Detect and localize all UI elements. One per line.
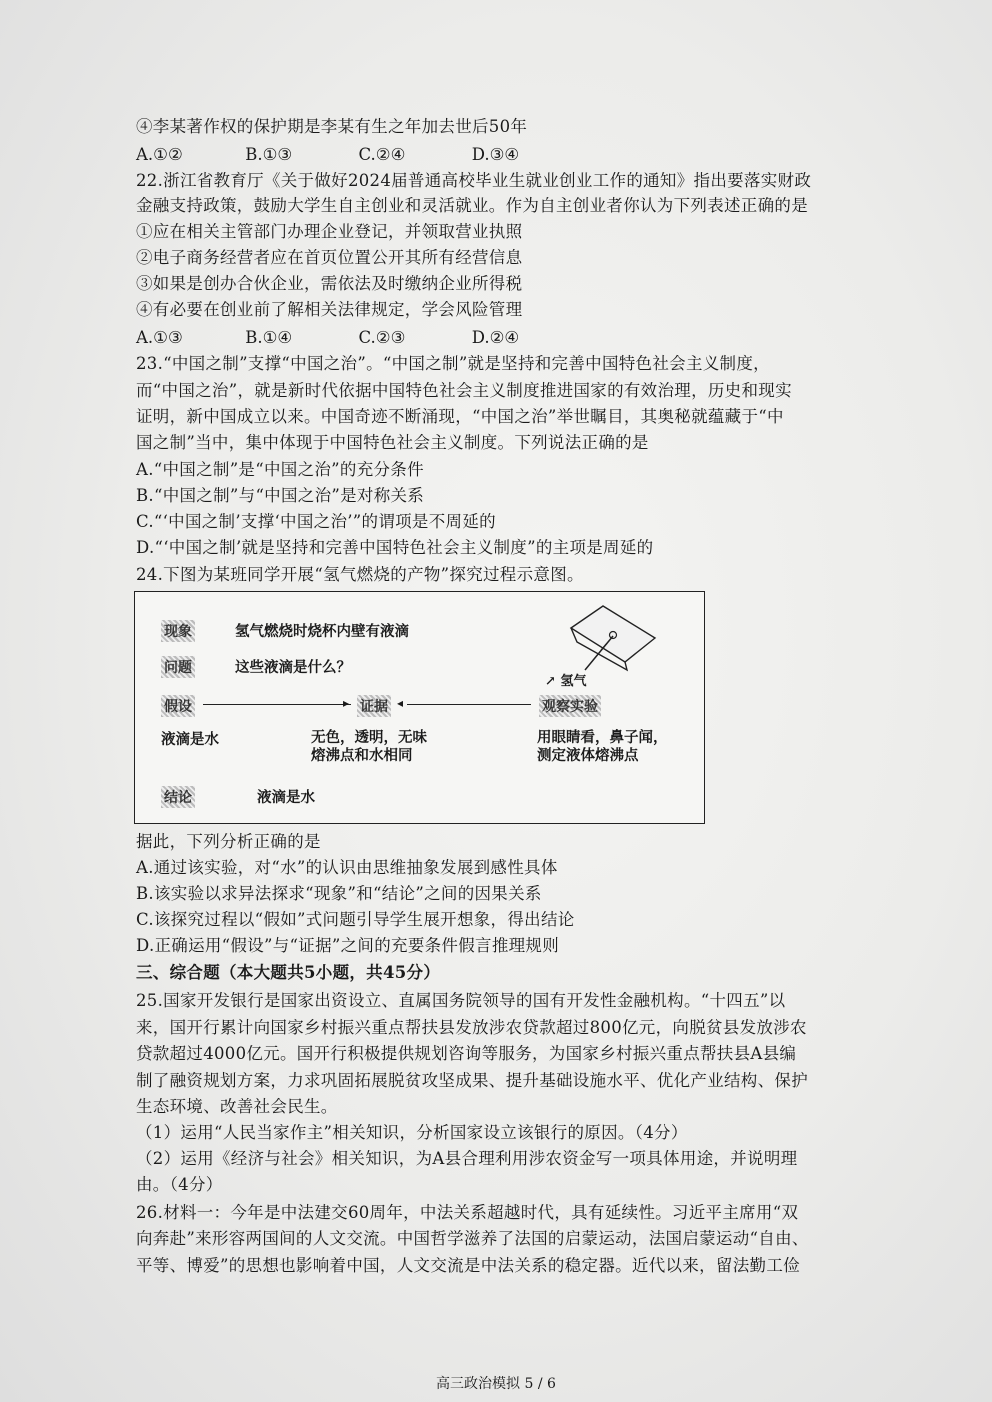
q25-stem-line-5: 生态环境、改善社会民生。 [136, 1097, 338, 1116]
q25-stem-line-4: 制了融资规划方案，力求巩固拓展脱贫攻坚成果、提升基础设施水平、优化产业结构、保护 [136, 1071, 808, 1090]
q21-option-c: C.②④ [358, 145, 406, 164]
q23-stem-line-3: 证明，新中国成立以来。中国奇迹不断涌现，“中国之治”举世瞩目，其奥秘就蕴藏于“中 [136, 407, 784, 426]
section-3-title: 三、综合题（本大题共5小题，共45分） [136, 963, 441, 982]
q22-item-3: ③如果是创办合伙企业，需依法及时缴纳企业所得税 [136, 274, 523, 293]
q22-option-c: C.②③ [358, 328, 406, 347]
q23-stem-line-1: 23.“中国之制”支撑“中国之治”。“中国之制”就是坚持和完善中国特色社会主义制度， [136, 354, 770, 373]
q23-choice-d: D.“‘中国之制’就是坚持和完善中国特色社会主义制度”的主项是周延的 [136, 538, 654, 557]
q21-options [136, 145, 519, 164]
q22-item-2: ②电子商务经营者应在首页位置公开其所有经营信息 [136, 248, 523, 267]
q24-lead: 据此，下列分析正确的是 [136, 832, 321, 851]
q22-option-d: D.②④ [471, 328, 520, 347]
page-footer: 高三政治模拟 5 / 6 [436, 1376, 556, 1392]
hydrogen-gas-label [545, 670, 586, 689]
q22-item-4: ④有必要在创业前了解相关法律规定，学会风险管理 [136, 300, 523, 319]
diagram-experiment-line-1: 用眼睛看，鼻子闻， [537, 729, 668, 746]
q22-stem-line-1: 22.浙江省教育厅《关于做好2024届普通高校毕业生就业创业工作的通知》指出要落实财政 [136, 171, 812, 190]
diagram-label-experiment: 观察实验 [539, 695, 601, 717]
diagram-phenomenon-text: 氢气燃烧时烧杯内壁有液滴 [235, 623, 409, 640]
arrow-evidence-experiment [407, 704, 531, 705]
q25-sub-question-2-line-1: （2）运用《经济与社会》相关知识，为A县合理利用涉农资金写一项具体用途，并说明理 [136, 1149, 798, 1168]
q26-stem-line-1: 26.材料一：今年是中法建交60周年，中法关系超越时代，具有延续性。习近平主席用“双 [136, 1203, 799, 1222]
q23-stem-line-4: 国之制”当中，集中体现于中国特色社会主义制度。下列说法正确的是 [136, 433, 649, 452]
q21-option-b: B.①③ [245, 145, 293, 164]
arrow-left-icon: ◂ [397, 696, 404, 710]
q22-option-a: A.①③ [136, 328, 183, 347]
q24-choice-a: A.通过该实验，对“水”的认识由思维抽象发展到感性具体 [136, 858, 558, 877]
q25-sub-question-2-line-2: 由。（4分） [136, 1175, 223, 1194]
q22-option-b: B.①④ [245, 328, 293, 347]
diagram-label-conclusion: 结论 [161, 786, 195, 808]
q21-item-4: ④李某著作权的保护期是李某有生之年加去世后50年 [136, 117, 528, 136]
q24-stem: 24.下图为某班同学开展“氢气燃烧的产物”探究过程示意图。 [136, 565, 584, 584]
q23-stem-line-2: 而“中国之治”，就是新时代依据中国特色社会主义制度推进国家的有效治理，历史和现实 [136, 381, 792, 400]
q21-option-a: A.①② [136, 145, 183, 164]
diagram-experiment-line-2: 测定液体熔沸点 [537, 747, 639, 764]
q23-choice-c: C.“‘中国之制’支撑‘中国之治’”的谓项是不周延的 [136, 512, 496, 531]
diagram-label-hypothesis: 假设 [161, 695, 195, 717]
diagram-evidence-line-2: 熔沸点和水相同 [311, 747, 413, 764]
q22-options [136, 328, 519, 347]
q24-choice-b: B.该实验以求异法探求“现象”和“结论”之间的因果关系 [136, 884, 542, 903]
q26-stem-line-2: 向奔赴”来形容两国间的人文交流。中国哲学滋养了法国的启蒙运动，法国启蒙运动“自由、 [136, 1229, 809, 1248]
q24-choice-d: D.正确运用“假设”与“证据”之间的充要条件假言推理规则 [136, 936, 560, 955]
q25-stem-line-2: 来，国开行累计向国家乡村振兴重点帮扶县发放涉农贷款超过800亿元，向脱贫县发放涉农 [136, 1018, 807, 1037]
arrow-right-icon: ▸ [343, 696, 350, 710]
q24-choice-c: C.该探究过程以“假如”式问题引导学生展开想象，得出结论 [136, 910, 575, 929]
diagram-label-phenomenon: 现象 [161, 620, 195, 642]
diagram-label-evidence: 证据 [357, 695, 391, 717]
q22-stem-line-2: 金融支持政策，鼓励大学生自主创业和灵活就业。作为自主创业者你认为下列表述正确的是 [136, 196, 808, 215]
diagram-question-text: 这些液滴是什么？ [235, 659, 351, 676]
diagram-evidence-line-1: 无色，透明，无味 [311, 729, 427, 746]
q24-diagram [134, 591, 705, 824]
arrow-hypothesis-evidence [203, 704, 351, 705]
q25-stem-line-1: 25.国家开发银行是国家出资设立、直属国务院领导的国有开发性金融机构。“十四五”以 [136, 991, 786, 1010]
q25-sub-question-1: （1）运用“人民当家作主”相关知识，分析国家设立该银行的原因。（4分） [136, 1123, 688, 1142]
hydrogen-gas-text: 氢气 [560, 674, 587, 689]
diagram-hypothesis-text: 液滴是水 [161, 731, 219, 748]
q23-choice-b: B.“中国之制”与“中国之治”是对称关系 [136, 486, 425, 505]
q21-option-d: D.③④ [471, 145, 520, 164]
q26-stem-line-3: 平等、博爱”的思想也影响着中国，人文交流是中法关系的稳定器。近代以来，留法勤工俭 [136, 1256, 800, 1275]
diagram-conclusion-text: 液滴是水 [257, 789, 315, 806]
q22-item-1: ①应在相关主管部门办理企业登记，并领取营业执照 [136, 222, 523, 241]
q25-stem-line-3: 贷款超过4000亿元。国开行积极提供规划咨询等服务，为国家乡村振兴重点帮扶县A县编 [136, 1044, 797, 1063]
gas-arrow-icon: ↗ [545, 674, 556, 689]
diagram-label-question: 问题 [161, 656, 195, 678]
beaker-illustration [563, 598, 663, 676]
q23-choice-a: A.“中国之制”是“中国之治”的充分条件 [136, 460, 424, 479]
